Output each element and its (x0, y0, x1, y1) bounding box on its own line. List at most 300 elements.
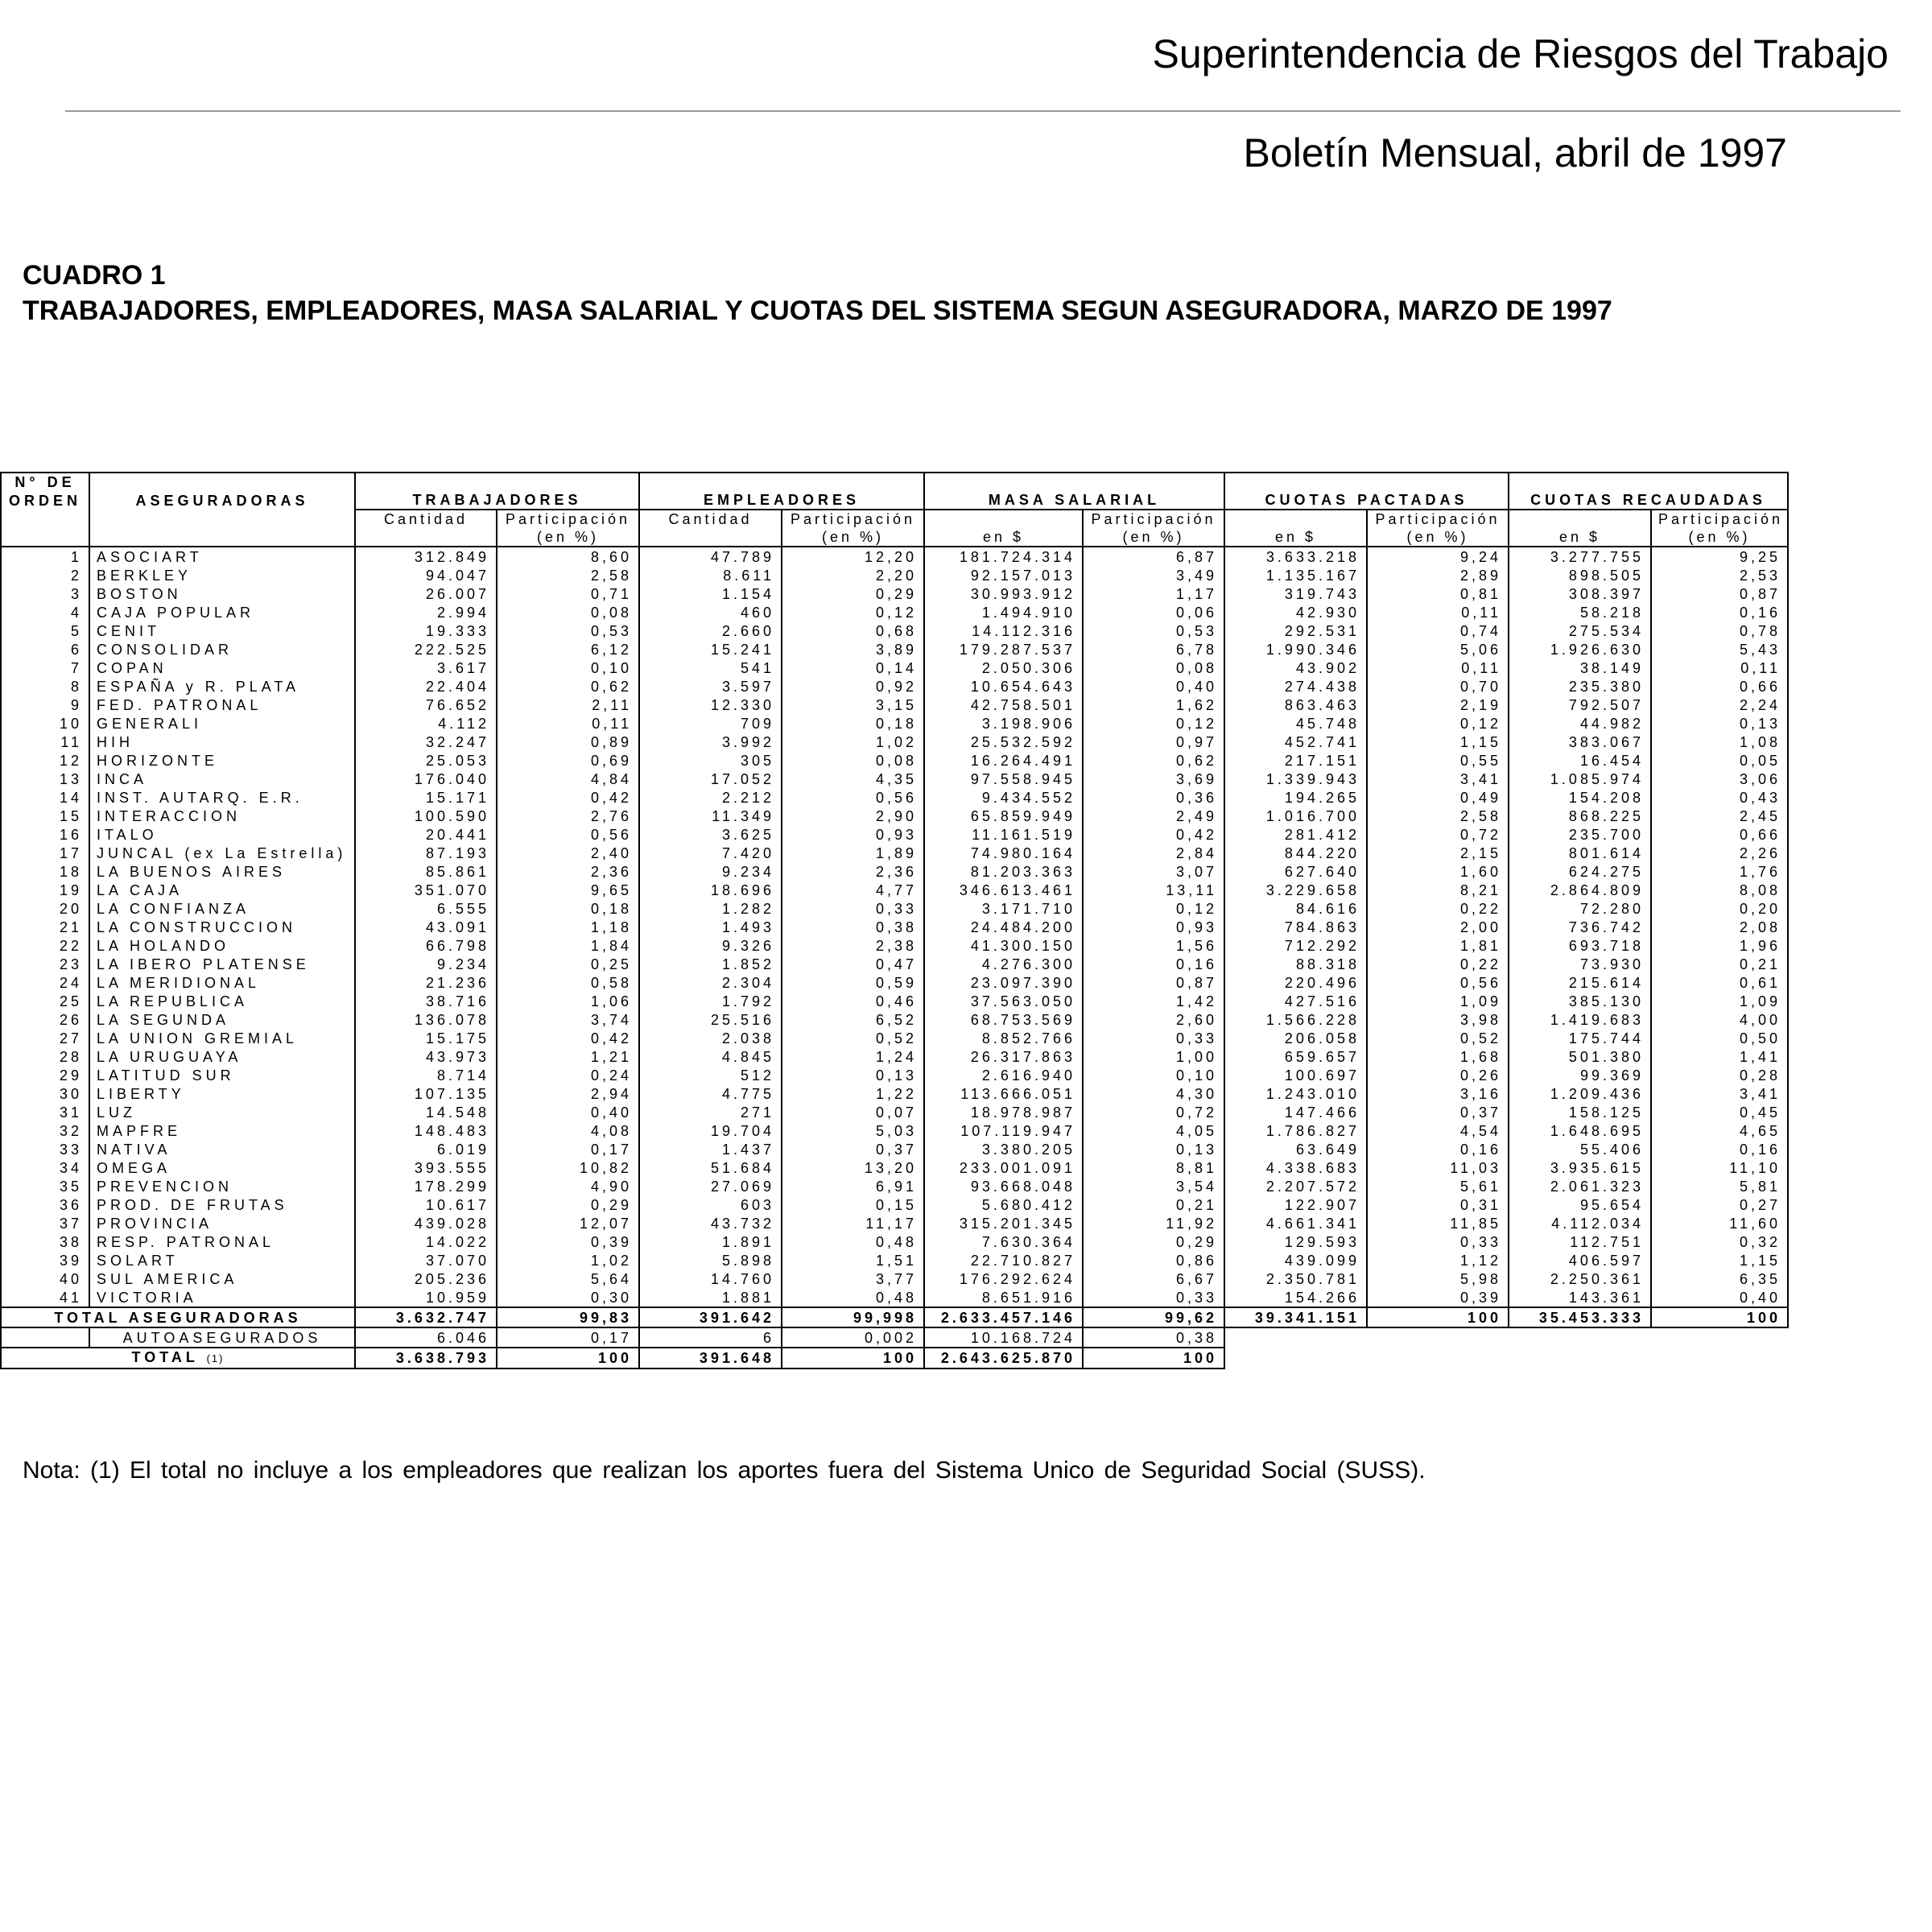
table-row (1, 807, 1788, 825)
row-cuotas-pactadas-pct: 2,58 (1367, 807, 1509, 825)
row-empleadores-cantidad: 17.052 (639, 770, 782, 788)
row-trabajadores-pct: 3,74 (497, 1010, 639, 1029)
header-orden-top: N° DE (1, 473, 89, 491)
row-trabajadores-pct: 0,39 (497, 1232, 639, 1251)
row-cuotas-recaudadas-pct: 2,26 (1651, 844, 1788, 862)
row-masa-salarial-pesos: 22.710.827 (924, 1251, 1083, 1269)
row-empleadores-cantidad: 3.992 (639, 733, 782, 751)
row-aseguradora-name: LUZ (89, 1103, 355, 1121)
row-orden: 29 (1, 1066, 89, 1084)
row-empleadores-pct: 0,18 (782, 714, 924, 733)
table-row (1, 658, 1788, 677)
row-trabajadores-cantidad: 393.555 (355, 1158, 497, 1177)
row-empleadores-pct: 0,93 (782, 825, 924, 844)
row-orden: 16 (1, 825, 89, 844)
row-trabajadores-pct: 9,65 (497, 881, 639, 899)
row-cuotas-recaudadas-pesos: 73.930 (1509, 955, 1651, 973)
total-note-ref: (1) (206, 1352, 225, 1364)
row-empleadores-cantidad: 709 (639, 714, 782, 733)
row-cuotas-pactadas-pesos: 84.616 (1224, 899, 1367, 918)
total-label: TOTAL (131, 1349, 199, 1365)
row-masa-salarial-pct: 6,78 (1083, 640, 1224, 658)
row-empleadores-cantidad: 1.881 (639, 1288, 782, 1307)
row-empleadores-pct: 2,20 (782, 566, 924, 584)
header-cp-en-pesos: en $ (1224, 528, 1367, 547)
row-trabajadores-pct: 2,11 (497, 696, 639, 714)
header-cp-en-pct: (en %) (1367, 528, 1509, 547)
row-orden: 11 (1, 733, 89, 751)
row-masa-salarial-pct: 0,87 (1083, 973, 1224, 992)
row-trabajadores-pct: 0,89 (497, 733, 639, 751)
row-trabajadores-pct: 4,08 (497, 1121, 639, 1140)
row-empleadores-pct: 2,36 (782, 862, 924, 881)
row-trabajadores-cantidad: 21.236 (355, 973, 497, 992)
row-aseguradora-name: LA CONFIANZA (89, 899, 355, 918)
row-masa-salarial-pct: 0,93 (1083, 918, 1224, 936)
header-m-en-pct: (en %) (1083, 528, 1224, 547)
total-label-cell (1, 1348, 355, 1368)
header-cp-participacion: Participación (1367, 510, 1509, 528)
row-trabajadores-cantidad: 9.234 (355, 955, 497, 973)
row-cuotas-pactadas-pct: 5,61 (1367, 1177, 1509, 1195)
row-empleadores-cantidad: 19.704 (639, 1121, 782, 1140)
row-cuotas-recaudadas-pct: 1,96 (1651, 936, 1788, 955)
row-empleadores-pct: 1,24 (782, 1047, 924, 1066)
row-cuotas-pactadas-pesos: 194.265 (1224, 788, 1367, 807)
header-t-participacion: Participación (497, 510, 639, 528)
row-empleadores-pct: 12,20 (782, 547, 924, 566)
row-masa-salarial-pesos: 181.724.314 (924, 547, 1083, 566)
row-empleadores-pct: 0,59 (782, 973, 924, 992)
table-row (1, 1047, 1788, 1066)
row-cuotas-recaudadas-pct: 8,08 (1651, 881, 1788, 899)
row-cuotas-recaudadas-pct: 0,87 (1651, 584, 1788, 603)
row-cuotas-recaudadas-pesos: 624.275 (1509, 862, 1651, 881)
row-aseguradora-name: LA SEGUNDA (89, 1010, 355, 1029)
row-masa-salarial-pct: 0,72 (1083, 1103, 1224, 1121)
row-cuotas-recaudadas-pesos: 3.277.755 (1509, 547, 1651, 566)
table-row (1, 1010, 1788, 1029)
table-row (1, 621, 1788, 640)
row-masa-salarial-pesos: 3.198.906 (924, 714, 1083, 733)
autoasegurados-row (1, 1327, 1788, 1348)
row-empleadores-cantidad: 1.437 (639, 1140, 782, 1158)
row-aseguradora-name: LA CONSTRUCCION (89, 918, 355, 936)
row-orden: 33 (1, 1140, 89, 1158)
row-trabajadores-pct: 0,42 (497, 788, 639, 807)
row-cuotas-pactadas-pct: 0,22 (1367, 899, 1509, 918)
row-aseguradora-name: OMEGA (89, 1158, 355, 1177)
row-orden: 31 (1, 1103, 89, 1121)
row-trabajadores-pct: 0,10 (497, 658, 639, 677)
row-empleadores-cantidad: 4.845 (639, 1047, 782, 1066)
row-masa-salarial-pesos: 24.484.200 (924, 918, 1083, 936)
row-trabajadores-pct: 0,56 (497, 825, 639, 844)
header-empty (1, 528, 89, 547)
row-masa-salarial-pct: 1,56 (1083, 936, 1224, 955)
row-masa-salarial-pct: 1,62 (1083, 696, 1224, 714)
row-cuotas-pactadas-pesos: 274.438 (1224, 677, 1367, 696)
row-cuotas-recaudadas-pesos: 1.209.436 (1509, 1084, 1651, 1103)
row-empleadores-pct: 0,15 (782, 1195, 924, 1214)
row-cuotas-pactadas-pesos: 147.466 (1224, 1103, 1367, 1121)
row-masa-salarial-pesos: 97.558.945 (924, 770, 1083, 788)
table-row (1, 992, 1788, 1010)
row-aseguradora-name: INCA (89, 770, 355, 788)
row-trabajadores-pct: 0,17 (497, 1140, 639, 1158)
row-cuotas-pactadas-pct: 0,70 (1367, 677, 1509, 696)
row-trabajadores-cantidad: 32.247 (355, 733, 497, 751)
row-masa-salarial-pct: 1,00 (1083, 1047, 1224, 1066)
header-cuotas-recaudadas: CUOTAS RECAUDADAS (1509, 491, 1788, 510)
row-masa-salarial-pct: 0,33 (1083, 1029, 1224, 1047)
row-trabajadores-pct: 1,84 (497, 936, 639, 955)
table-row (1, 1121, 1788, 1140)
row-trabajadores-pct: 2,76 (497, 807, 639, 825)
row-empleadores-cantidad: 9.326 (639, 936, 782, 955)
row-cuotas-pactadas-pct: 1,09 (1367, 992, 1509, 1010)
row-empleadores-cantidad: 1.154 (639, 584, 782, 603)
row-empleadores-pct: 3,89 (782, 640, 924, 658)
row-empleadores-cantidad: 1.891 (639, 1232, 782, 1251)
row-masa-salarial-pesos: 42.758.501 (924, 696, 1083, 714)
row-masa-salarial-pesos: 18.978.987 (924, 1103, 1083, 1121)
table-row (1, 696, 1788, 714)
total-row (1, 1348, 1788, 1368)
row-cuotas-recaudadas-pct: 0,11 (1651, 658, 1788, 677)
row-masa-salarial-pesos: 113.666.051 (924, 1084, 1083, 1103)
row-empleadores-cantidad: 460 (639, 603, 782, 621)
row-empleadores-cantidad: 25.516 (639, 1010, 782, 1029)
table-totals (1, 1307, 1788, 1368)
table-row (1, 1195, 1788, 1214)
row-cuotas-pactadas-pesos: 100.697 (1224, 1066, 1367, 1084)
row-trabajadores-pct: 0,08 (497, 603, 639, 621)
row-empleadores-cantidad: 1.493 (639, 918, 782, 936)
row-cuotas-pactadas-pesos: 844.220 (1224, 844, 1367, 862)
row-empleadores-cantidad: 51.684 (639, 1158, 782, 1177)
row-masa-salarial-pct: 1,42 (1083, 992, 1224, 1010)
row-masa-salarial-pct: 0,29 (1083, 1232, 1224, 1251)
row-cuotas-recaudadas-pesos: 72.280 (1509, 899, 1651, 918)
row-trabajadores-cantidad: 10.617 (355, 1195, 497, 1214)
row-empleadores-cantidad: 2.304 (639, 973, 782, 992)
table-row (1, 918, 1788, 936)
total-t-cant: 3.638.793 (355, 1348, 497, 1368)
row-masa-salarial-pesos: 179.287.537 (924, 640, 1083, 658)
row-cuotas-pactadas-pesos: 217.151 (1224, 751, 1367, 770)
row-masa-salarial-pesos: 30.993.912 (924, 584, 1083, 603)
row-masa-salarial-pesos: 9.434.552 (924, 788, 1083, 807)
header-m-participacion: Participación (1083, 510, 1224, 528)
row-cuotas-recaudadas-pct: 0,43 (1651, 788, 1788, 807)
row-trabajadores-cantidad: 15.171 (355, 788, 497, 807)
table-row (1, 973, 1788, 992)
row-masa-salarial-pesos: 233.001.091 (924, 1158, 1083, 1177)
table-row (1, 844, 1788, 862)
row-trabajadores-cantidad: 94.047 (355, 566, 497, 584)
row-empleadores-pct: 4,77 (782, 881, 924, 899)
row-cuotas-pactadas-pct: 2,19 (1367, 696, 1509, 714)
table-row (1, 1084, 1788, 1103)
autoaseg-t-cant: 6.046 (355, 1327, 497, 1348)
total-e-pct: 100 (782, 1348, 924, 1368)
header-empty (1, 510, 89, 528)
row-masa-salarial-pesos: 26.317.863 (924, 1047, 1083, 1066)
row-aseguradora-name: PREVENCION (89, 1177, 355, 1195)
row-masa-salarial-pct: 0,13 (1083, 1140, 1224, 1158)
row-trabajadores-cantidad: 439.028 (355, 1214, 497, 1232)
row-trabajadores-cantidad: 25.053 (355, 751, 497, 770)
row-orden: 18 (1, 862, 89, 881)
row-aseguradora-name: BOSTON (89, 584, 355, 603)
table-row (1, 751, 1788, 770)
row-cuotas-recaudadas-pct: 11,60 (1651, 1214, 1788, 1232)
row-empleadores-cantidad: 541 (639, 658, 782, 677)
row-trabajadores-cantidad: 2.994 (355, 603, 497, 621)
total-aseg-cr-pesos: 35.453.333 (1509, 1307, 1651, 1327)
row-cuotas-pactadas-pct: 0,11 (1367, 658, 1509, 677)
row-orden: 40 (1, 1269, 89, 1288)
row-empleadores-cantidad: 15.241 (639, 640, 782, 658)
row-trabajadores-pct: 0,69 (497, 751, 639, 770)
row-empleadores-cantidad: 1.852 (639, 955, 782, 973)
row-aseguradora-name: ASOCIART (89, 547, 355, 566)
total-aseg-cp-pct: 100 (1367, 1307, 1509, 1327)
row-masa-salarial-pesos: 3.171.710 (924, 899, 1083, 918)
row-cuotas-pactadas-pesos: 712.292 (1224, 936, 1367, 955)
row-aseguradora-name: LATITUD SUR (89, 1066, 355, 1084)
row-masa-salarial-pesos: 4.276.300 (924, 955, 1083, 973)
row-empleadores-cantidad: 11.349 (639, 807, 782, 825)
row-cuotas-recaudadas-pesos: 385.130 (1509, 992, 1651, 1010)
row-orden: 14 (1, 788, 89, 807)
row-masa-salarial-pct: 0,16 (1083, 955, 1224, 973)
row-trabajadores-cantidad: 43.973 (355, 1047, 497, 1066)
row-cuotas-pactadas-pesos: 1.566.228 (1224, 1010, 1367, 1029)
row-cuotas-pactadas-pesos: 292.531 (1224, 621, 1367, 640)
header-row-1 (1, 473, 1788, 491)
row-trabajadores-pct: 0,42 (497, 1029, 639, 1047)
table-row (1, 1103, 1788, 1121)
autoaseg-m-pesos: 10.168.724 (924, 1327, 1083, 1348)
row-masa-salarial-pct: 6,87 (1083, 547, 1224, 566)
row-empleadores-pct: 3,77 (782, 1269, 924, 1288)
row-cuotas-recaudadas-pesos: 501.380 (1509, 1047, 1651, 1066)
header-empty (355, 528, 497, 547)
row-cuotas-pactadas-pct: 3,98 (1367, 1010, 1509, 1029)
row-trabajadores-cantidad: 26.007 (355, 584, 497, 603)
header-empty (89, 510, 355, 528)
row-empleadores-pct: 0,56 (782, 788, 924, 807)
row-trabajadores-cantidad: 19.333 (355, 621, 497, 640)
row-masa-salarial-pesos: 11.161.519 (924, 825, 1083, 844)
row-masa-salarial-pesos: 2.050.306 (924, 658, 1083, 677)
total-t-pct: 100 (497, 1348, 639, 1368)
row-orden: 1 (1, 547, 89, 566)
row-orden: 24 (1, 973, 89, 992)
row-cuotas-recaudadas-pesos: 2.061.323 (1509, 1177, 1651, 1195)
row-trabajadores-cantidad: 14.548 (355, 1103, 497, 1121)
row-cuotas-pactadas-pesos: 784.863 (1224, 918, 1367, 936)
row-aseguradora-name: PROVINCIA (89, 1214, 355, 1232)
row-masa-salarial-pct: 0,33 (1083, 1288, 1224, 1307)
data-table-container (0, 472, 1787, 1369)
header-empty (1509, 473, 1788, 491)
row-cuotas-recaudadas-pct: 0,45 (1651, 1103, 1788, 1121)
row-empleadores-cantidad: 2.660 (639, 621, 782, 640)
table-row (1, 1214, 1788, 1232)
row-orden: 22 (1, 936, 89, 955)
row-cuotas-pactadas-pct: 0,81 (1367, 584, 1509, 603)
row-empleadores-pct: 6,52 (782, 1010, 924, 1029)
row-aseguradora-name: CENIT (89, 621, 355, 640)
row-cuotas-recaudadas-pesos: 38.149 (1509, 658, 1651, 677)
row-cuotas-pactadas-pesos: 42.930 (1224, 603, 1367, 621)
row-aseguradora-name: ESPAÑA y R. PLATA (89, 677, 355, 696)
row-trabajadores-cantidad: 8.714 (355, 1066, 497, 1084)
row-cuotas-recaudadas-pesos: 99.369 (1509, 1066, 1651, 1084)
row-cuotas-pactadas-pesos: 427.516 (1224, 992, 1367, 1010)
row-cuotas-pactadas-pct: 5,98 (1367, 1269, 1509, 1288)
row-masa-salarial-pct: 0,62 (1083, 751, 1224, 770)
row-masa-salarial-pct: 4,05 (1083, 1121, 1224, 1140)
row-cuotas-recaudadas-pesos: 1.419.683 (1509, 1010, 1651, 1029)
row-masa-salarial-pct: 8,81 (1083, 1158, 1224, 1177)
total-m-pct: 100 (1083, 1348, 1224, 1368)
table-row (1, 1269, 1788, 1288)
row-orden: 6 (1, 640, 89, 658)
row-empleadores-cantidad: 14.760 (639, 1269, 782, 1288)
header-empty (639, 528, 782, 547)
row-cuotas-pactadas-pct: 0,11 (1367, 603, 1509, 621)
row-masa-salarial-pct: 2,84 (1083, 844, 1224, 862)
table-row (1, 1140, 1788, 1158)
row-empleadores-pct: 4,35 (782, 770, 924, 788)
row-orden: 3 (1, 584, 89, 603)
row-cuotas-pactadas-pct: 2,89 (1367, 566, 1509, 584)
table-row (1, 955, 1788, 973)
row-masa-salarial-pct: 0,21 (1083, 1195, 1224, 1214)
row-cuotas-pactadas-pesos: 45.748 (1224, 714, 1367, 733)
row-cuotas-recaudadas-pct: 0,20 (1651, 899, 1788, 918)
row-cuotas-pactadas-pct: 1,15 (1367, 733, 1509, 751)
row-trabajadores-cantidad: 107.135 (355, 1084, 497, 1103)
row-cuotas-recaudadas-pesos: 215.614 (1509, 973, 1651, 992)
row-orden: 7 (1, 658, 89, 677)
row-cuotas-recaudadas-pct: 0,61 (1651, 973, 1788, 992)
row-trabajadores-cantidad: 176.040 (355, 770, 497, 788)
row-masa-salarial-pesos: 7.630.364 (924, 1232, 1083, 1251)
row-trabajadores-cantidad: 20.441 (355, 825, 497, 844)
total-m-pesos: 2.643.625.870 (924, 1348, 1083, 1368)
row-aseguradora-name: CAJA POPULAR (89, 603, 355, 621)
row-empleadores-cantidad: 3.597 (639, 677, 782, 696)
row-orden: 30 (1, 1084, 89, 1103)
header-empty (1509, 510, 1651, 528)
row-cuotas-recaudadas-pesos: 58.218 (1509, 603, 1651, 621)
total-aseg-cr-pct: 100 (1651, 1307, 1788, 1327)
row-empleadores-pct: 0,33 (782, 899, 924, 918)
table-row (1, 1066, 1788, 1084)
row-cuotas-recaudadas-pct: 0,32 (1651, 1232, 1788, 1251)
row-cuotas-pactadas-pct: 0,39 (1367, 1288, 1509, 1307)
row-cuotas-recaudadas-pct: 0,21 (1651, 955, 1788, 973)
header-empty (924, 510, 1083, 528)
row-cuotas-pactadas-pct: 4,54 (1367, 1121, 1509, 1140)
row-trabajadores-pct: 0,58 (497, 973, 639, 992)
total-e-cant: 391.648 (639, 1348, 782, 1368)
row-cuotas-pactadas-pesos: 281.412 (1224, 825, 1367, 844)
row-trabajadores-pct: 0,40 (497, 1103, 639, 1121)
row-masa-salarial-pct: 3,54 (1083, 1177, 1224, 1195)
row-cuotas-recaudadas-pesos: 275.534 (1509, 621, 1651, 640)
row-orden: 13 (1, 770, 89, 788)
header-t-en-pct: (en %) (497, 528, 639, 547)
row-cuotas-recaudadas-pct: 0,78 (1651, 621, 1788, 640)
row-aseguradora-name: HORIZONTE (89, 751, 355, 770)
header-empty (924, 473, 1224, 491)
header-cuotas-pactadas: CUOTAS PACTADAS (1224, 491, 1509, 510)
row-orden: 17 (1, 844, 89, 862)
row-cuotas-pactadas-pct: 0,16 (1367, 1140, 1509, 1158)
row-masa-salarial-pct: 3,49 (1083, 566, 1224, 584)
row-trabajadores-pct: 6,12 (497, 640, 639, 658)
row-cuotas-recaudadas-pct: 2,08 (1651, 918, 1788, 936)
row-empleadores-cantidad: 1.282 (639, 899, 782, 918)
row-masa-salarial-pct: 11,92 (1083, 1214, 1224, 1232)
row-aseguradora-name: MAPFRE (89, 1121, 355, 1140)
row-cuotas-recaudadas-pesos: 154.208 (1509, 788, 1651, 807)
aseguradoras-table (0, 472, 1789, 1369)
header-e-participacion: Participación (782, 510, 924, 528)
row-cuotas-recaudadas-pesos: 1.085.974 (1509, 770, 1651, 788)
row-aseguradora-name: NATIVA (89, 1140, 355, 1158)
row-empleadores-pct: 11,17 (782, 1214, 924, 1232)
row-trabajadores-cantidad: 222.525 (355, 640, 497, 658)
row-cuotas-pactadas-pesos: 1.339.943 (1224, 770, 1367, 788)
row-orden: 12 (1, 751, 89, 770)
row-cuotas-recaudadas-pct: 0,40 (1651, 1288, 1788, 1307)
row-cuotas-recaudadas-pesos: 4.112.034 (1509, 1214, 1651, 1232)
header-empty (89, 528, 355, 547)
table-row (1, 566, 1788, 584)
total-aseguradoras-label: TOTAL ASEGURADORAS (1, 1307, 355, 1327)
row-cuotas-pactadas-pct: 0,26 (1367, 1066, 1509, 1084)
row-trabajadores-cantidad: 14.022 (355, 1232, 497, 1251)
total-aseguradoras-row (1, 1307, 1788, 1327)
row-trabajadores-pct: 0,29 (497, 1195, 639, 1214)
row-cuotas-pactadas-pesos: 4.661.341 (1224, 1214, 1367, 1232)
table-row (1, 1177, 1788, 1195)
header-orden-bottom: ORDEN (1, 491, 89, 510)
row-empleadores-pct: 3,15 (782, 696, 924, 714)
row-cuotas-pactadas-pesos: 154.266 (1224, 1288, 1367, 1307)
row-empleadores-cantidad: 4.775 (639, 1084, 782, 1103)
row-masa-salarial-pesos: 93.668.048 (924, 1177, 1083, 1195)
row-empleadores-pct: 13,20 (782, 1158, 924, 1177)
row-aseguradora-name: CONSOLIDAR (89, 640, 355, 658)
row-masa-salarial-pesos: 25.532.592 (924, 733, 1083, 751)
row-masa-salarial-pct: 0,86 (1083, 1251, 1224, 1269)
row-cuotas-pactadas-pesos: 659.657 (1224, 1047, 1367, 1066)
table-row (1, 825, 1788, 844)
total-aseg-m-pesos: 2.633.457.146 (924, 1307, 1083, 1327)
table-row (1, 677, 1788, 696)
row-cuotas-recaudadas-pesos: 235.700 (1509, 825, 1651, 844)
row-orden: 15 (1, 807, 89, 825)
row-masa-salarial-pct: 1,17 (1083, 584, 1224, 603)
